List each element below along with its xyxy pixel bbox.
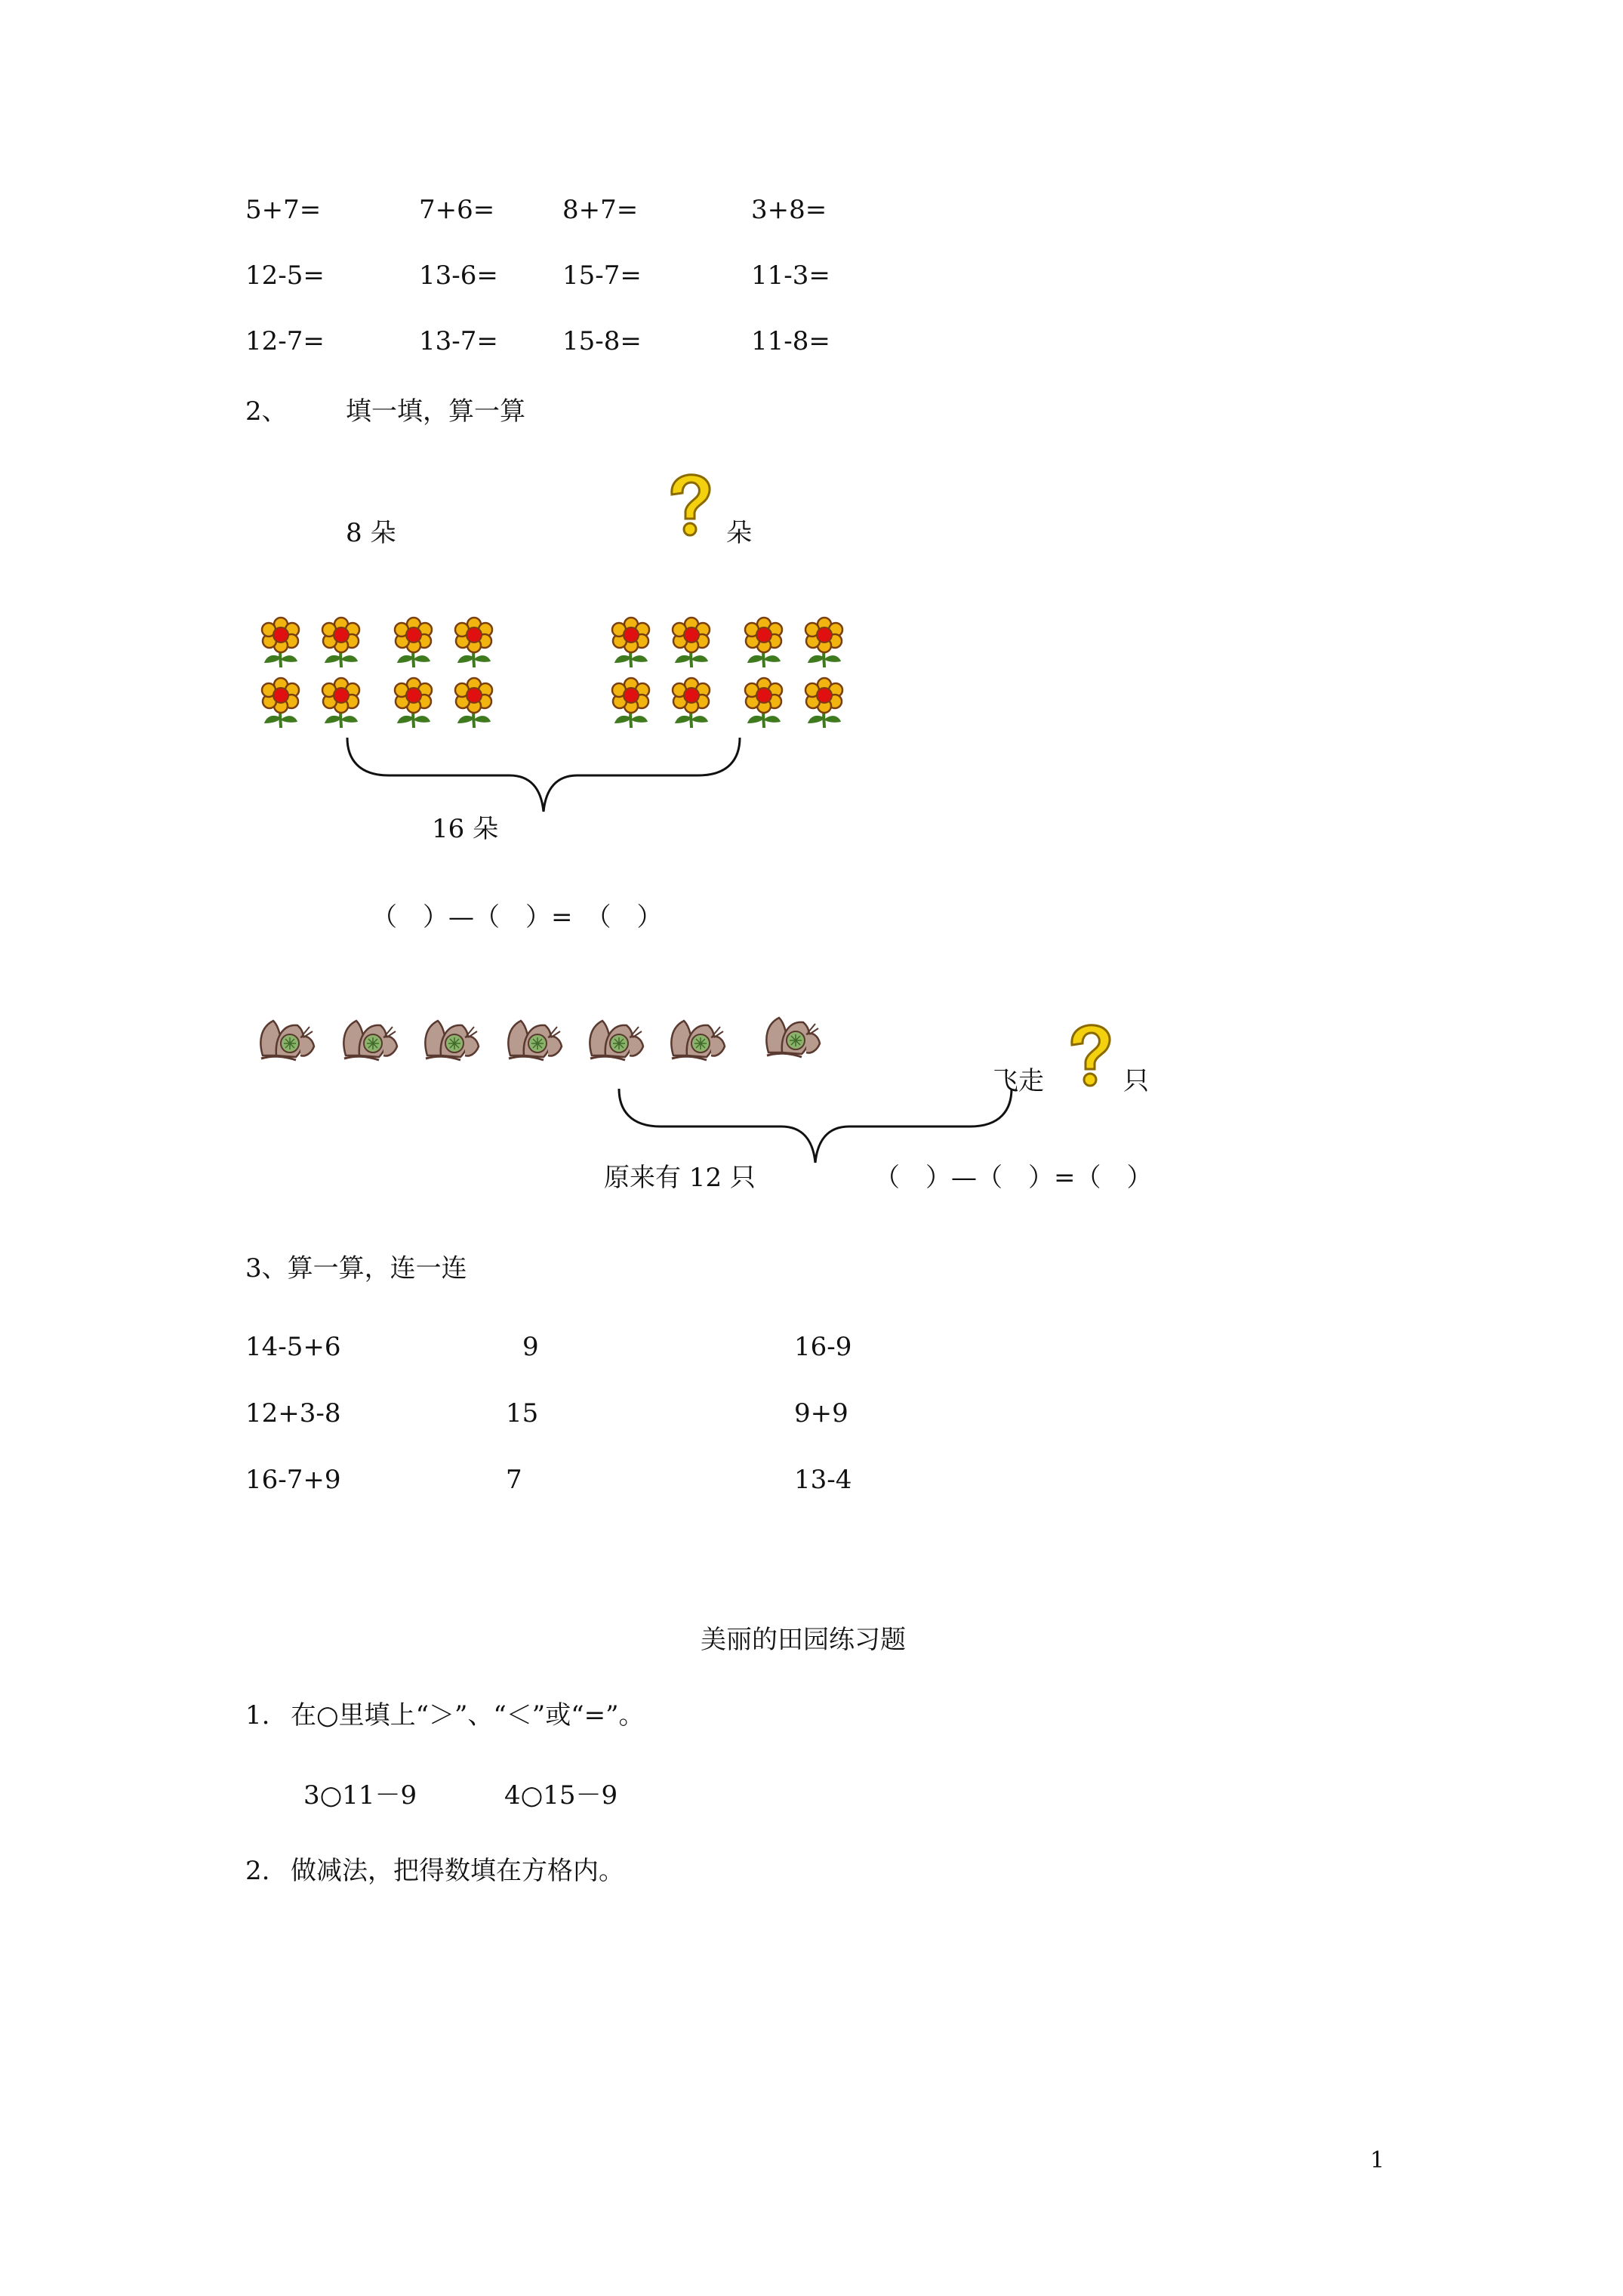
flew-away-unit: 只 bbox=[1123, 1066, 1149, 1096]
flower-icon bbox=[744, 678, 784, 729]
match-middle-3: 7 bbox=[506, 1465, 522, 1495]
butterfly-icon bbox=[340, 1010, 402, 1065]
equation-r2c4: 11-3= bbox=[751, 260, 830, 291]
section2-heading: 填一填，算一算 bbox=[346, 396, 525, 427]
compare-expression-2: 4○15－9 bbox=[504, 1780, 618, 1811]
equation-r2c3: 15-7= bbox=[562, 260, 642, 291]
section3-heading: 3、算一算，连一连 bbox=[245, 1253, 467, 1284]
flower-icon bbox=[454, 678, 494, 729]
equation-r2c2: 13-6= bbox=[419, 260, 498, 291]
flower-icon bbox=[805, 618, 844, 669]
match-left-1: 14-5+6 bbox=[245, 1332, 341, 1362]
question2-number: 2. bbox=[245, 1856, 270, 1886]
match-middle-2: 15 bbox=[506, 1398, 539, 1428]
flew-away-label: 飞走 bbox=[993, 1066, 1044, 1096]
butterfly-icon bbox=[257, 1010, 319, 1065]
flower-icon bbox=[611, 678, 651, 729]
flower-icon bbox=[672, 678, 711, 729]
total-count-label: 16 朵 bbox=[432, 814, 499, 844]
match-middle-1: 9 bbox=[522, 1332, 539, 1362]
equation-r1c4: 3+8= bbox=[751, 195, 827, 225]
equation-r1c2: 7+6= bbox=[419, 195, 495, 225]
unknown-unit-label: 朵 bbox=[726, 518, 752, 548]
match-left-2: 12+3-8 bbox=[245, 1398, 341, 1428]
match-right-1: 16-9 bbox=[794, 1332, 852, 1362]
compare-expression-1: 3○11－9 bbox=[303, 1780, 417, 1811]
equation-r1c1: 5+7= bbox=[245, 195, 322, 225]
equation-r2c1: 12-5= bbox=[245, 260, 325, 291]
butterfly-equation-blanks: （ ）—（ ）=（ ） bbox=[874, 1163, 1153, 1193]
section2-number: 2、 bbox=[245, 396, 288, 427]
butterfly-icon bbox=[762, 1007, 824, 1062]
flower-icon bbox=[672, 618, 711, 669]
butterfly-icon bbox=[667, 1010, 729, 1065]
butterfly-icon bbox=[504, 1010, 566, 1065]
flower-icon bbox=[454, 618, 494, 669]
question-mark-icon bbox=[1064, 1022, 1117, 1090]
flower-icon bbox=[322, 678, 361, 729]
butterfly-icon bbox=[421, 1010, 483, 1065]
match-right-2: 9+9 bbox=[794, 1398, 848, 1428]
butterfly-total-label: 原来有 12 只 bbox=[604, 1163, 756, 1193]
flower-icon bbox=[805, 678, 844, 729]
match-right-3: 13-4 bbox=[794, 1465, 852, 1495]
equation-r3c3: 15-8= bbox=[562, 326, 642, 356]
question-mark-icon bbox=[664, 472, 717, 540]
flower-icon bbox=[261, 618, 300, 669]
equation-r3c4: 11-8= bbox=[751, 326, 830, 356]
equation-r3c1: 12-7= bbox=[245, 326, 325, 356]
flower-icon bbox=[394, 678, 433, 729]
question2-text: 做减法，把得数填在方格内。 bbox=[291, 1856, 624, 1886]
known-count-label: 8 朵 bbox=[346, 518, 396, 548]
butterfly-total-brace bbox=[615, 1087, 1015, 1170]
butterfly-icon bbox=[586, 1010, 648, 1065]
flower-icon bbox=[394, 618, 433, 669]
flower-icon bbox=[744, 618, 784, 669]
equation-r3c2: 13-7= bbox=[419, 326, 498, 356]
flower-icon bbox=[261, 678, 300, 729]
flower-icon bbox=[611, 618, 651, 669]
practice-title: 美丽的田园练习题 bbox=[701, 1625, 906, 1655]
page-number: 1 bbox=[1370, 2147, 1385, 2174]
total-brace bbox=[343, 736, 744, 819]
match-left-3: 16-7+9 bbox=[245, 1465, 341, 1495]
equation-r1c3: 8+7= bbox=[562, 195, 639, 225]
flower-icon bbox=[322, 618, 361, 669]
question1-number: 1. bbox=[245, 1700, 270, 1730]
question1-text: 在○里填上“＞”、“＜”或“=”。 bbox=[291, 1700, 645, 1730]
flower-equation-blanks: （ ）—（ ）= （ ） bbox=[371, 902, 663, 932]
